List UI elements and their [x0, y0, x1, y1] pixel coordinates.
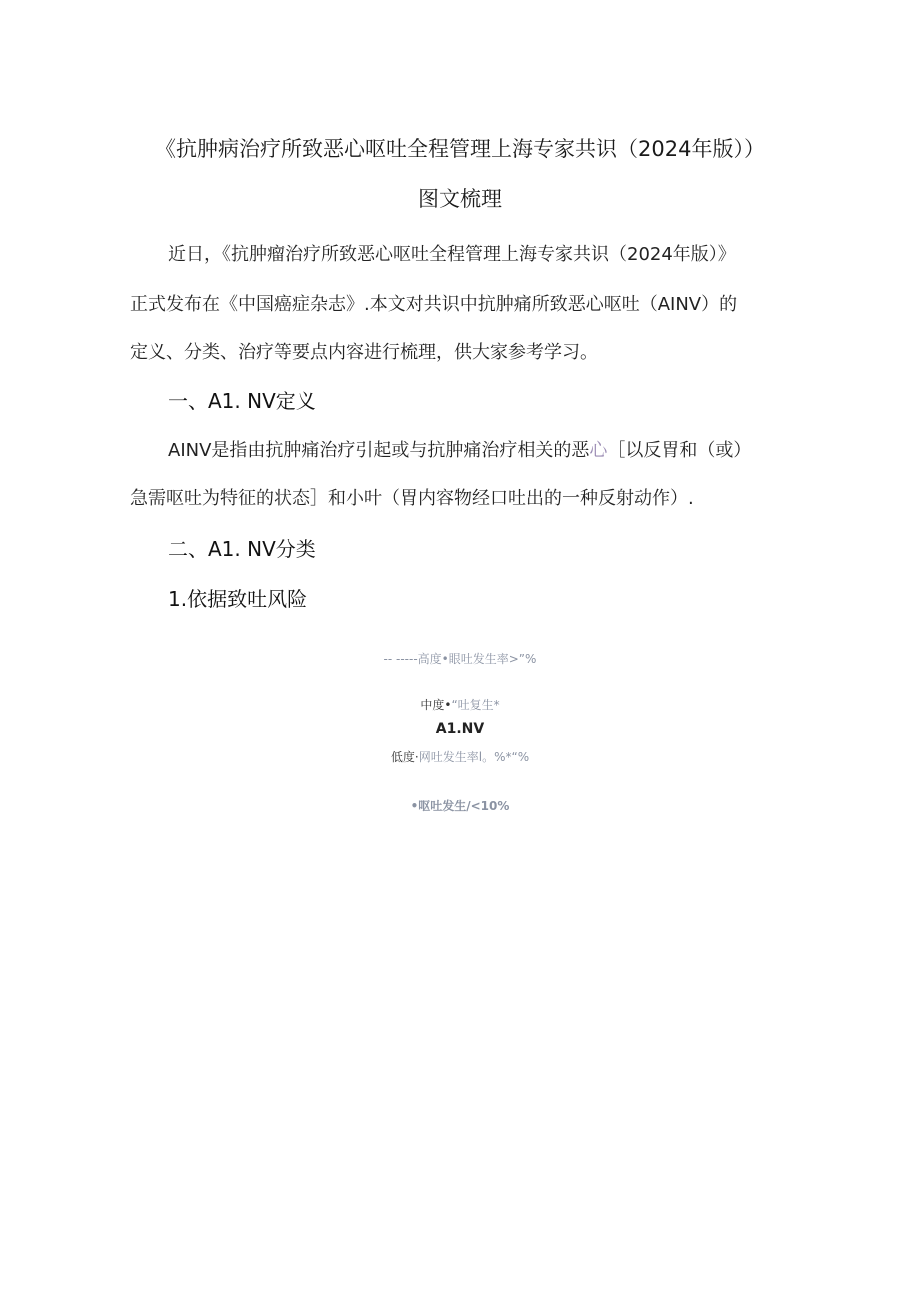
- figure-moderate-risk: [300, 696, 620, 714]
- figure-center-label: A1.NV: [435, 721, 485, 737]
- intro-line-2: 正式发布在《中国癌症杂志》.本文对共识中抗肿痛所致恶心呕吐（AINV）的: [130, 294, 738, 315]
- document-title: 《抗肿病治疗所致恶心呕吐全程管理上海专家共识（2024年版））: [155, 137, 765, 161]
- intro-line-3: 定义、分类、治疗等要点内容进行梳理，供大家参考学习。: [130, 342, 598, 363]
- figure-moderate-label: 中度•: [420, 698, 452, 712]
- section2-heading: 二、A1. NV分类: [168, 537, 316, 561]
- figure-high-risk: -- -----高度•眼吐发生率>”%: [383, 652, 537, 666]
- section1-line-1-part-b: 心: [589, 440, 608, 461]
- section1-heading: 一、A1. NV定义: [168, 389, 316, 413]
- section1-line-1-part-a: AINV是指由抗肿痛治疗引起或与抗肿痛治疗相关的恶: [168, 440, 590, 461]
- section1-line-1: [168, 436, 848, 466]
- figure-minimal-risk: •呕吐发生/<10%: [410, 799, 510, 813]
- figure-low-risk: [300, 748, 620, 766]
- section1-line-1-part-c: ［以反胃和（或）: [607, 440, 752, 461]
- figure-moderate-value: “吐复生*: [451, 698, 500, 712]
- section1-line-2: 急需呕吐为特征的状态］和小叶（胃内容物经口吐出的一种反射动作）.: [130, 488, 694, 509]
- section2-subheading: 1.依据致吐风险: [168, 587, 308, 611]
- figure-low-value: 网吐发生率l。%*“%: [418, 750, 530, 764]
- intro-line-1: 近日，《抗肿瘤治疗所致恶心呕吐全程管理上海专家共识（2024年版）》: [168, 244, 736, 265]
- document-subtitle: 图文梳理: [418, 187, 502, 211]
- figure-low-label: 低度·: [390, 750, 419, 764]
